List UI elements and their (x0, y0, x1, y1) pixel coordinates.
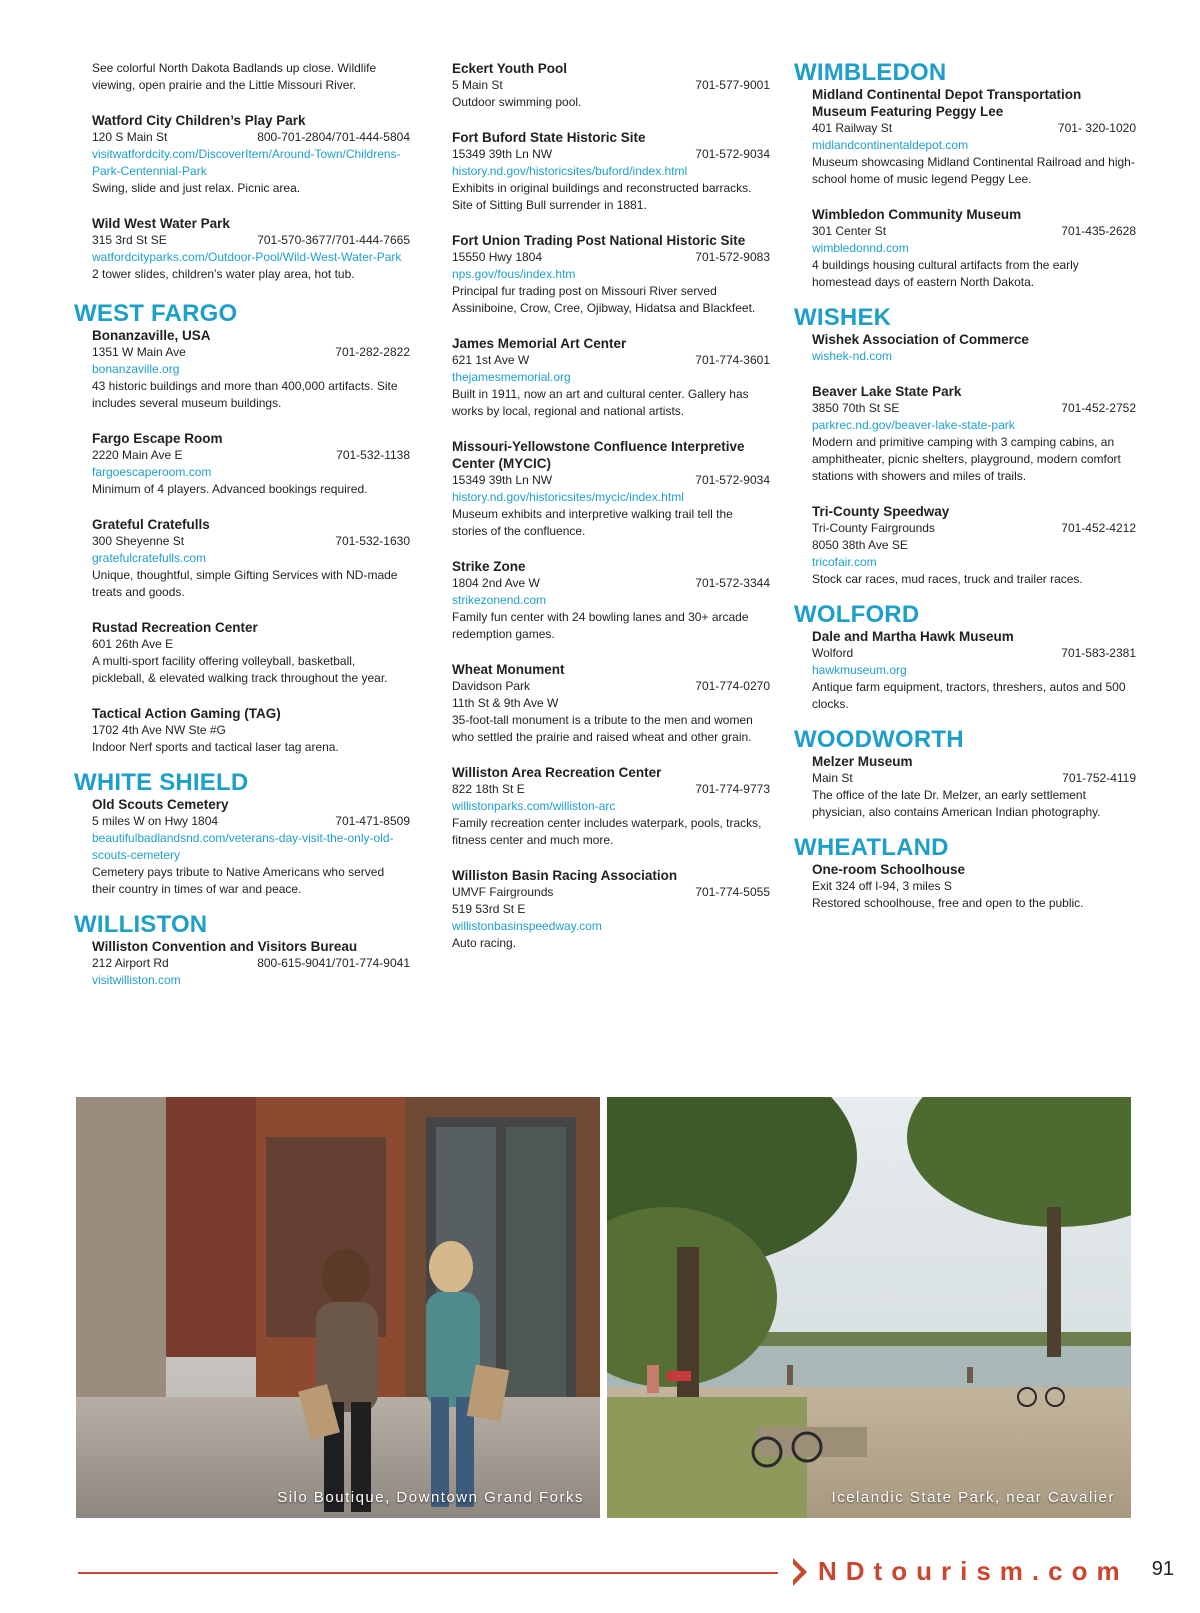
intro-text: See colorful North Dakota Badlands up close. Wildlife viewing, open prairie and the Little Missouri River. (92, 61, 377, 92)
listing-phone: 701-774-9773 (695, 782, 770, 796)
listing-address: 601 26th Ave E (92, 637, 174, 651)
town-heading: WOODWORTH (794, 726, 964, 753)
listing-address: 1702 4th Ave NW Ste #G (92, 723, 226, 737)
listing-entry (812, 753, 1136, 821)
listing-name: Melzer Museum (812, 754, 913, 769)
listing-link[interactable]: bonanzaville.org (92, 362, 180, 376)
listing-link[interactable]: visitwatfordcity.com/DiscoverItem/Around-Town/Childrens-Park-Centennial-Park (92, 147, 401, 178)
listing-entry (92, 796, 410, 898)
listing-description: Museum exhibits and interpretive walking trail tell the stories of the confluence. (452, 507, 733, 538)
listing-entry (452, 764, 770, 849)
listing-address: Davidson Park (452, 679, 531, 693)
listing-entry (92, 516, 410, 601)
listing-name: Grateful Cratefulls (92, 517, 210, 532)
listing-entry (812, 383, 1136, 485)
listing-name: Strike Zone (452, 559, 526, 574)
listing-phone: 701-774-0270 (695, 679, 770, 693)
column-2 (452, 60, 770, 970)
listing-name: Wishek Association of Commerce (812, 332, 1029, 347)
listing-name: One-room Schoolhouse (812, 862, 966, 877)
listing-phone: 701-452-2752 (1061, 401, 1136, 415)
listing-address: 315 3rd St SE (92, 233, 167, 247)
listing-address: 2220 Main Ave E (92, 448, 183, 462)
listing-address: 300 Sheyenne St (92, 534, 185, 548)
listing-link[interactable]: beautifulbadlandsnd.com/veterans-day-visit-the-only-old-scouts-cemetery (92, 831, 394, 862)
town-section (794, 834, 1136, 912)
listing-link[interactable]: history.nd.gov/historicsites/buford/index.html (452, 164, 688, 178)
listing-link[interactable]: fargoescaperoom.com (92, 465, 212, 479)
listing-entry (92, 705, 410, 756)
listing-name: Wheat Monument (452, 662, 565, 677)
listing-description: Outdoor swimming pool. (452, 95, 582, 109)
listing-description: A multi-sport facility offering volleyball, basketball, pickleball, & elevated walking track throughout the year. (92, 654, 388, 685)
listing-link[interactable]: parkrec.nd.gov/beaver-lake-state-park (812, 418, 1015, 432)
listing-description: The office of the late Dr. Melzer, an early settlement physician, also contains American Indian photography. (812, 788, 1101, 819)
listing-phone: 701-452-4212 (1061, 521, 1136, 535)
listing-phone: 701-570-3677/701-444-7665 (257, 233, 410, 247)
listing-address: Main St (812, 771, 853, 785)
listing-address-line-2: 11th St & 9th Ave W (452, 696, 559, 710)
listing-phone: 701-572-3344 (695, 576, 770, 590)
listing-link[interactable]: wishek-nd.com (812, 349, 893, 363)
listing-description: Restored schoolhouse, free and open to the public. (812, 896, 1084, 910)
photo-caption: Icelandic State Park, near Cavalier (831, 1489, 1115, 1506)
listing-name: Bonanzaville, USA (92, 328, 211, 343)
column-1 (74, 60, 410, 1007)
listing-name: Wild West Water Park (92, 216, 230, 231)
listing-address: 5 miles W on Hwy 1804 (92, 814, 219, 828)
listing-link[interactable]: thejamesmemorial.org (452, 370, 571, 384)
listing-address: 15349 39th Ln NW (452, 473, 553, 487)
town-heading: WHITE SHIELD (74, 769, 249, 796)
listing-entry (812, 861, 1136, 912)
listing-name: Watford City Children’s Play Park (92, 113, 306, 128)
listing-entry (92, 430, 410, 498)
listing-address: 621 1st Ave W (452, 353, 530, 367)
listing-name: Williston Convention and Visitors Bureau (92, 939, 358, 954)
town-section (794, 726, 1136, 821)
town-section-williston (74, 911, 410, 989)
town-heading: WOLFORD (794, 601, 920, 628)
listing-description: Family recreation center includes waterpark, pools, tracks, fitness center and much more. (452, 816, 762, 847)
listing-description: Swing, slide and just relax. Picnic area. (92, 181, 301, 195)
listing-address: 3850 70th St SE (812, 401, 900, 415)
listing-phone: 701-572-9083 (695, 250, 770, 264)
listing-phone: 701-577-9001 (695, 78, 770, 92)
listing-link[interactable]: midlandcontinentaldepot.com (812, 138, 969, 152)
listing-entry (92, 327, 410, 412)
listing-address-line-2: 519 53rd St E (452, 902, 526, 916)
listing-entry (812, 331, 1136, 365)
town-section-west-fargo (74, 300, 410, 756)
listing-name: Eckert Youth Pool (452, 61, 568, 76)
listing-name: Fort Buford State Historic Site (452, 130, 646, 145)
listing-phone: 701-752-4119 (1062, 771, 1136, 785)
listing-description: Modern and primitive camping with 3 camping cabins, an amphitheater, picnic shelters, playground, modern comfort stations with showers and miles of trails. (812, 435, 1121, 483)
town-heading: WIMBLEDON (794, 59, 947, 86)
listing-address: 1351 W Main Ave (92, 345, 186, 359)
lake-scene-image (607, 1097, 1131, 1518)
listing-link[interactable]: history.nd.gov/historicsites/mycic/index.html (452, 490, 684, 504)
listing-phone: 701-774-5055 (695, 885, 770, 899)
listing-address: 120 S Main St (92, 130, 168, 144)
listing-address: 401 Railway St (812, 121, 893, 135)
listing-description: Family fun center with 24 bowling lanes and 30+ arcade redemption games. (452, 610, 749, 641)
listing-entry (92, 112, 410, 197)
listing-address: 15550 Hwy 1804 (452, 250, 543, 264)
listing-entry (452, 60, 770, 111)
listing-name: Old Scouts Cemetery (92, 797, 229, 812)
listing-description: Built in 1911, now an art and cultural center. Gallery has works by local, regional and national artists. (452, 387, 749, 418)
listing-entry (812, 86, 1136, 188)
listing-name: Williston Basin Racing Association (452, 868, 678, 883)
listing-description: Indoor Nerf sports and tactical laser tag arena. (92, 740, 339, 754)
listing-phone: 701-572-9034 (695, 473, 770, 487)
listing-phone: 701-532-1630 (335, 534, 410, 548)
town-heading: WEST FARGO (74, 300, 238, 327)
listing-address: 212 Airport Rd (92, 956, 169, 970)
listing-link[interactable]: wimbledonnd.com (812, 241, 909, 255)
listing-description: Exhibits in original buildings and reconstructed barracks. Site of Sitting Bull surrender in 1881. (452, 181, 752, 212)
listing-link[interactable]: willistonbasinspeedway.com (452, 919, 602, 933)
listing-name: Fargo Escape Room (92, 431, 223, 446)
listing-address: 1804 2nd Ave W (452, 576, 540, 590)
listing-address: 301 Center St (812, 224, 887, 238)
listing-address: UMVF Fairgrounds (452, 885, 554, 899)
photo-icelandic-state-park (607, 1097, 1131, 1518)
listing-name: Tactical Action Gaming (TAG) (92, 706, 281, 721)
photo-silo-boutique (76, 1097, 600, 1518)
listing-description: 4 buildings housing cultural artifacts from the early homestead days of eastern North Dakota. (812, 258, 1079, 289)
listing-phone: 701-435-2628 (1061, 224, 1136, 238)
column-3 (794, 59, 1136, 926)
listing-description: Museum showcasing Midland Continental Railroad and high-school home of music legend Peggy Lee. (812, 155, 1135, 186)
town-section (794, 304, 1136, 588)
street-scene-image (76, 1097, 600, 1518)
page-number: 91 (1151, 1558, 1174, 1580)
footer-website-link[interactable]: NDtourism.com (818, 1556, 1129, 1586)
listing-name: Tri-County Speedway (812, 504, 950, 519)
listing-entry (452, 335, 770, 420)
listing-name: Wimbledon Community Museum (812, 207, 1022, 222)
town-heading: WHEATLAND (794, 834, 949, 861)
listing-description: 2 tower slides, children’s water play area, hot tub. (92, 267, 355, 281)
listing-description: Cemetery pays tribute to Native Americans who served their country in times of war and peace. (92, 865, 385, 896)
listing-entry (452, 558, 770, 643)
listing-name: James Memorial Art Center (452, 336, 627, 351)
photo-caption: Silo Boutique, Downtown Grand Forks (277, 1489, 584, 1506)
listing-description: Unique, thoughtful, simple Gifting Services with ND-made treats and goods. (92, 568, 398, 599)
listing-name: Beaver Lake State Park (812, 384, 962, 399)
listing-address-line-2: 8050 38th Ave SE (812, 538, 908, 552)
listing-entry (92, 938, 410, 989)
listing-name: Williston Area Recreation Center (452, 765, 662, 780)
listing-entry (92, 215, 410, 283)
listing-address: Exit 324 off I-94, 3 miles S (812, 879, 952, 893)
chevron-right-icon (790, 1556, 810, 1588)
listing-description: Principal fur trading post on Missouri River served Assiniboine, Crow, Cree, Ojibway, Hidatsa and Blackfeet. (452, 284, 756, 315)
listing-name: Missouri-Yellowstone Confluence Interpretive Center (MYCIC) (452, 439, 745, 471)
listing-phone: 701-572-9034 (695, 147, 770, 161)
listing-link[interactable]: watfordcityparks.com/Outdoor-Pool/Wild-West-Water-Park (92, 250, 402, 264)
listing-link[interactable]: tricofair.com (812, 555, 877, 569)
listing-link[interactable]: willistonparks.com/williston-arc (452, 799, 616, 813)
listing-phone: 800-701-2804/701-444-5804 (257, 130, 410, 144)
listing-entry (452, 438, 770, 540)
listing-description: Stock car races, mud races, truck and trailer races. (812, 572, 1083, 586)
listing-entry (812, 628, 1136, 713)
listing-description: 35-foot-tall monument is a tribute to the men and women who settled the prairie and raised wheat and other grain. (452, 713, 753, 744)
listing-address: Wolford (812, 646, 854, 660)
listing-description: Auto racing. (452, 936, 517, 950)
listing-address: 822 18th St E (452, 782, 525, 796)
listing-link[interactable]: gratefulcratefulls.com (92, 551, 207, 565)
town-section-white-shield (74, 769, 410, 898)
listing-entry (92, 619, 410, 687)
listing-link[interactable]: visitwilliston.com (92, 973, 181, 987)
town-section (794, 601, 1136, 713)
listing-phone: 800-615-9041/701-774-9041 (257, 956, 410, 970)
listing-entry (452, 129, 770, 214)
town-heading: WILLISTON (74, 911, 208, 938)
listing-name: Dale and Martha Hawk Museum (812, 629, 1014, 644)
footer-rule (78, 1572, 778, 1574)
town-section (794, 59, 1136, 291)
listing-address: Tri-County Fairgrounds (812, 521, 935, 535)
listing-description: Minimum of 4 players. Advanced bookings required. (92, 482, 368, 496)
listing-link[interactable]: strikezonend.com (452, 593, 547, 607)
listing-phone: 701-532-1138 (336, 448, 410, 462)
listing-phone: 701-774-3601 (695, 353, 770, 367)
listing-description: Antique farm equipment, tractors, threshers, autos and 500 clocks. (812, 680, 1126, 711)
listing-phone: 701-471-8509 (335, 814, 410, 828)
listing-link[interactable]: nps.gov/fous/index.htm (452, 267, 576, 281)
listing-phone: 701-583-2381 (1061, 646, 1136, 660)
listing-phone: 701- 320-1020 (1057, 121, 1136, 135)
listing-entry (452, 661, 770, 746)
listing-name: Fort Union Trading Post National Historic Site (452, 233, 746, 248)
listing-address: 15349 39th Ln NW (452, 147, 553, 161)
listing-description: 43 historic buildings and more than 400,000 artifacts. Site includes several museum buildings. (92, 379, 398, 410)
listing-entry (452, 867, 770, 952)
listing-entry (812, 503, 1136, 588)
listing-entry (452, 232, 770, 317)
listing-address: 5 Main St (452, 78, 503, 92)
listing-entry (812, 206, 1136, 291)
listing-link[interactable]: hawkmuseum.org (812, 663, 907, 677)
listing-name: Rustad Recreation Center (92, 620, 258, 635)
listing-name: Midland Continental Depot Transportation Museum Featuring Peggy Lee (812, 87, 1082, 119)
town-heading: WISHEK (794, 304, 892, 331)
listing-phone: 701-282-2822 (335, 345, 410, 359)
